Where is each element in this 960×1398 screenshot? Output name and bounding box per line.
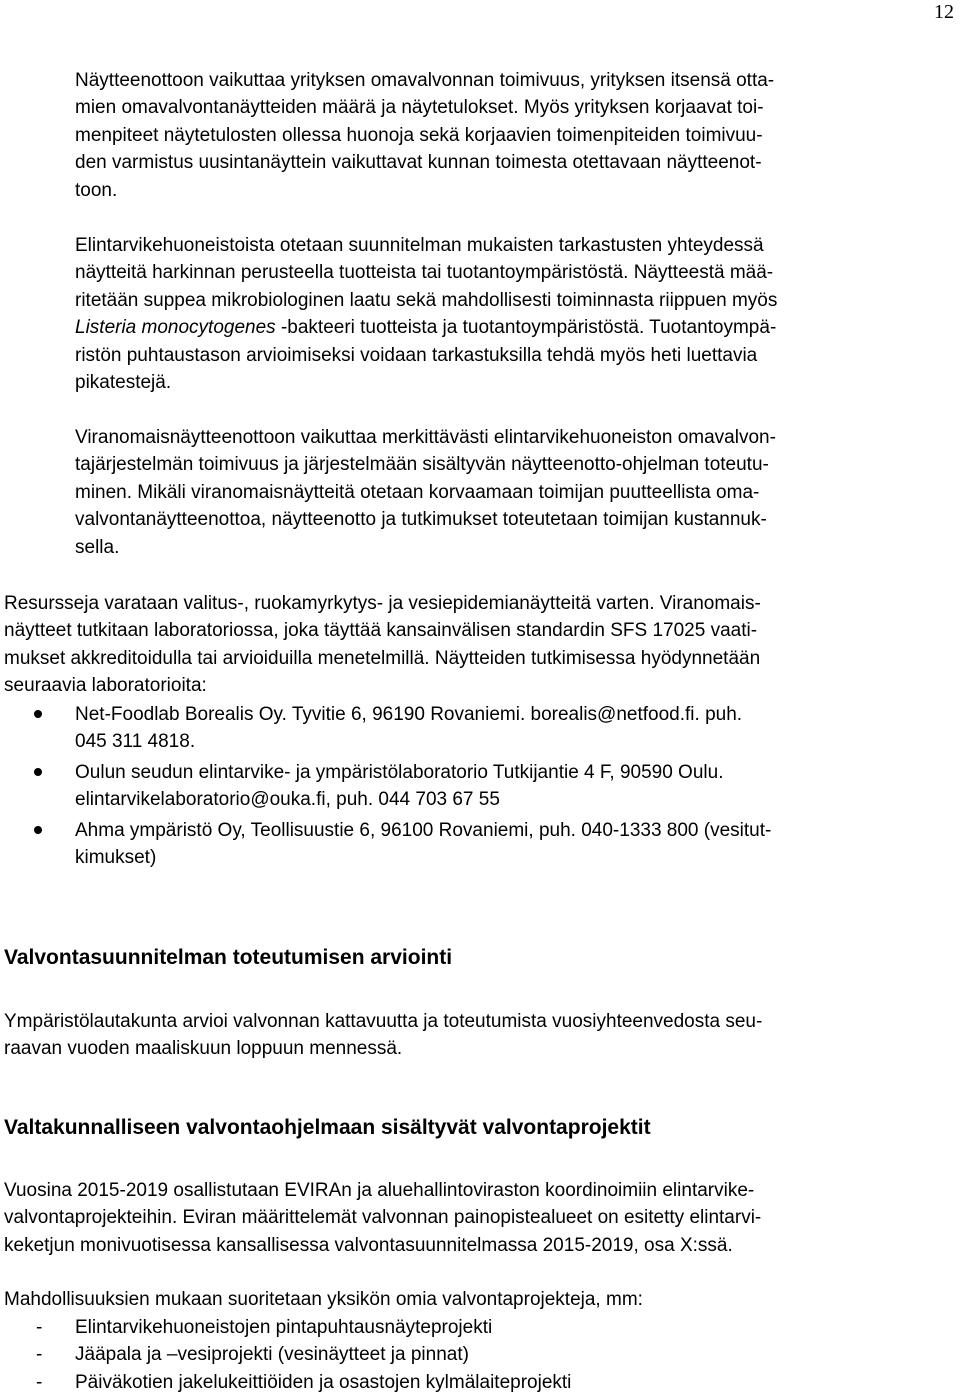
dash-marker: -	[36, 1371, 43, 1393]
list-item	[4, 701, 950, 756]
lab-text: Net-Foodlab Borealis Oy. Tyvitie 6, 96190 Rovaniemi. borealis@netfood.fi. puh. 045 311 4818.	[75, 704, 743, 753]
species-name: Listeria monocytogenes	[75, 317, 276, 339]
list-item	[4, 817, 950, 872]
project-text: Jääpala ja –vesiprojekti (vesinäytteet ja pinnat)	[75, 1344, 469, 1366]
paragraph-authority-sampling: Viranomaisnäytteenottoon vaikuttaa merkittävästi elintarvikehuoneiston omavalvon- tajärjestelmän toimivuus ja järjestelmään sisältyvän näytteenotto-ohjelman toteutu- minen. Mikäli viranomaisnäytteitä otetaan korvaamaan toimijan puutteellista oma- valvontanäytteenottoa, näytteenotto ja tutkimukset toteutetaan toimijan kustannuk- sella.	[75, 427, 776, 558]
paragraph-premises-sampling	[75, 232, 950, 396]
paragraph-resources: Resursseja varataan valitus-, ruokamyrkytys- ja vesiepidemianäytteitä varten. Viranomais- näytteet tutkitaan laboratoriossa, joka täyttää kansainvälisen standardin SFS 17025 vaati- mukset akkreditoidulla tai arvioiduilla menetelmillä. Näytteiden tutkimisessa hyödynnetään seuraavia laboratorioita:	[4, 593, 761, 697]
paragraph-text: -bakteeri tuotteista ja tuotantoympäristöstä. Tuotantoympä- ristön puhtaustason arvioimiseksi voidaan tarkastuksilla tehdä myös heti luettavia pikatestejä.	[75, 317, 777, 394]
list-item	[4, 1341, 950, 1368]
paragraph-projects: Vuosina 2015-2019 osallistutaan EVIRAn ja aluehallintoviraston koordinoimiin elintarvike- valvontaprojekteihin. Eviran määrittelemät valvonnan painopistealueet on esitetty elintarvi- keketjun monivuotisessa kansallisessa valvontasuunnitelmassa 2015-2019, osa X:ssä.	[4, 1180, 762, 1256]
page-number: 12	[934, 1, 954, 23]
section-heading-projects: Valtakunnalliseen valvontaohjelmaan sisältyvät valvontaprojektit	[4, 1116, 651, 1139]
paragraph-sampling-factors: Näytteenottoon vaikuttaa yrityksen omavalvonnan toimivuus, yrityksen itsensä otta- mien omavalvontanäytteiden määrä ja näytetulokset. Myös yrityksen korjaavat toi- menpiteet näytetulosten ollessa huonoja sekä korjaavien toimenpiteiden toimivuu- den varmistus uusintanäyttein vaikuttavat kunnan toimesta otettavaan näytteenot- toon.	[75, 70, 775, 201]
project-text: Päiväkotien jakelukeittiöiden ja osastojen kylmälaiteprojekti	[75, 1371, 572, 1393]
lab-text: Ahma ympäristö Oy, Teollisuustie 6, 96100 Rovaniemi, puh. 040-1333 800 (vesitut- kimukset)	[75, 819, 772, 869]
list-item	[4, 1369, 950, 1396]
paragraph-own-projects-intro: Mahdollisuuksien mukaan suoritetaan yksikön omia valvontaprojekteja, mm:	[4, 1289, 643, 1310]
project-text: Elintarvikehuoneistojen pintapuhtausnäyteprojekti	[75, 1317, 493, 1338]
bullet-icon	[34, 768, 42, 776]
laboratory-list	[4, 701, 950, 874]
lab-text: Oulun seudun elintarvike- ja ympäristölaboratorio Tutkijantie 4 F, 90590 Oulu. elintarvikelaboratorio@ouka.fi, puh. 044 703 67 55	[75, 761, 724, 811]
dash-marker: -	[36, 1344, 43, 1366]
bullet-icon	[34, 826, 42, 834]
bullet-icon	[34, 710, 42, 718]
section-heading-evaluation: Valvontasuunnitelman toteutumisen arviointi	[4, 946, 453, 969]
dash-marker: -	[36, 1317, 43, 1338]
list-item	[4, 759, 950, 814]
paragraph-evaluation: Ympäristölautakunta arvioi valvonnan kattavuutta ja toteutumista vuosiyhteenvedosta seu- raavan vuoden maaliskuun loppuun mennessä.	[4, 1011, 763, 1060]
project-list	[4, 1314, 950, 1396]
list-item	[4, 1314, 950, 1341]
paragraph-text: Elintarvikehuoneistoista otetaan suunnitelman mukaisten tarkastusten yhteydessä näytteitä harkinnan perusteella tuotteista tai tuotantoympäristöstä. Näytteestä mää- ritetään suppea mikrobiologinen laatu sekä mahdollisesti toiminnasta riippuen myös	[75, 235, 778, 311]
